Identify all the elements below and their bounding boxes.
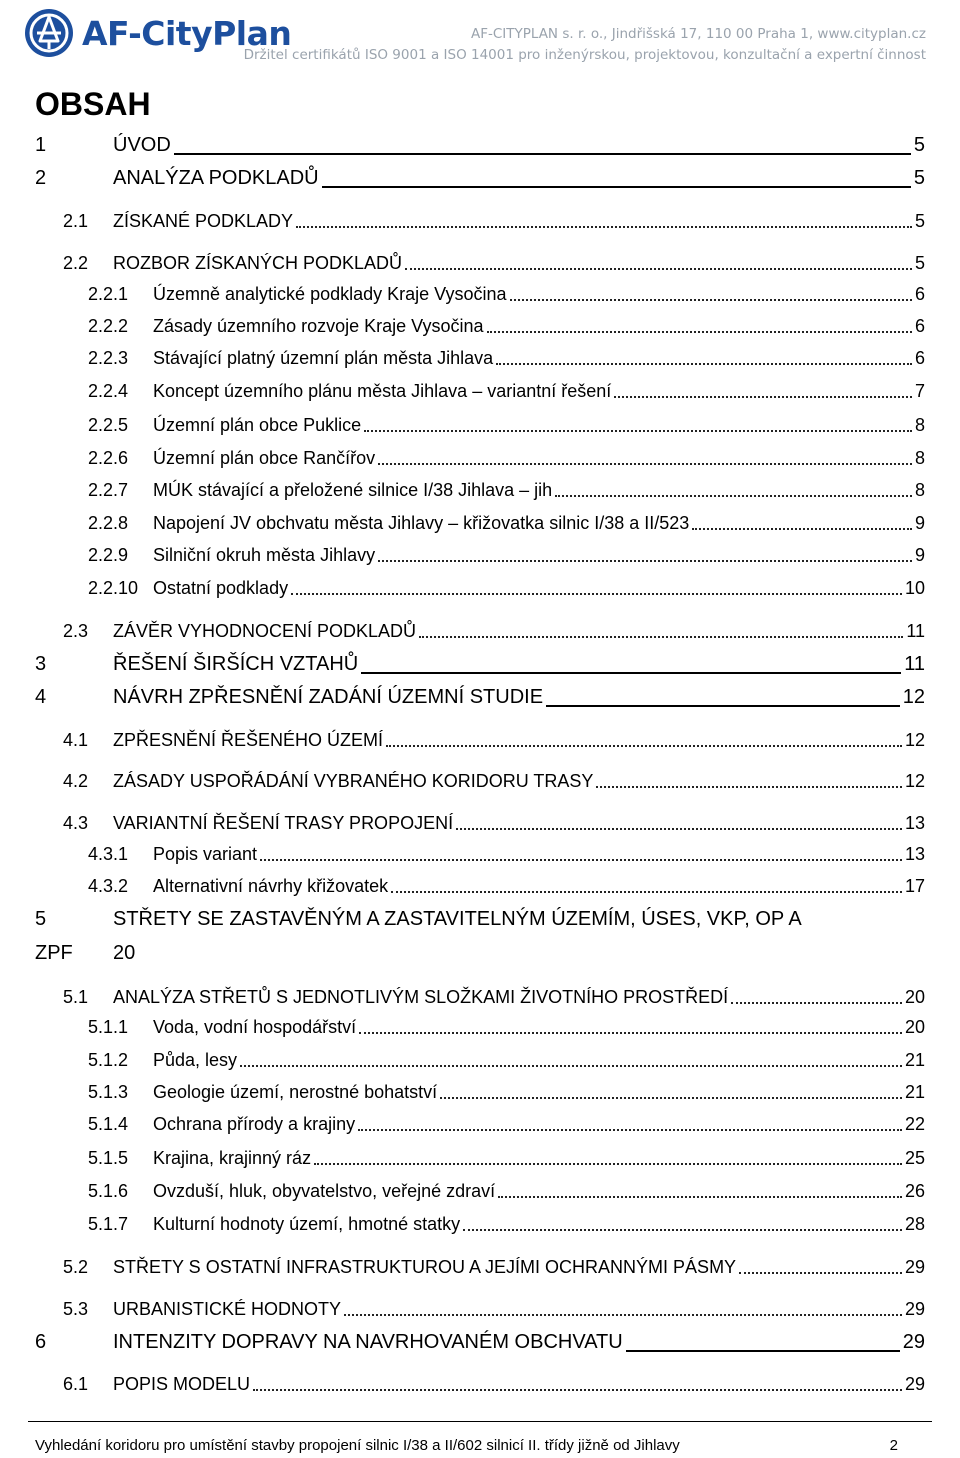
toc-leader [364, 411, 912, 432]
toc-leader [361, 650, 901, 674]
toc-entry-number: 5.3 [63, 1299, 89, 1319]
toc-entry-number: 5.2 [63, 1257, 89, 1277]
toc-entry-page: 29 [904, 1299, 925, 1319]
toc-entry-number: 5.1.2 [88, 1050, 129, 1070]
toc-entry-number: 2 [35, 167, 47, 189]
toc-entry-title: Alternativní návrhy křižovatek [153, 876, 389, 896]
toc-leader [386, 726, 902, 747]
toc-entry-page: 10 [904, 578, 925, 598]
toc-leader [405, 249, 912, 270]
toc-entry-page: 26 [904, 1181, 925, 1201]
toc-entry-number: 2.2 [63, 253, 89, 273]
toc-entry-title: URBANISTICKÉ HODNOTY [113, 1299, 342, 1319]
toc-entry-title: ZÍSKANÉ PODKLADY [113, 211, 294, 231]
toc-entry[interactable] [0, 840, 960, 868]
toc-entry-title: ANALÝZA PODKLADŮ [113, 167, 319, 189]
toc-entry[interactable] [0, 574, 960, 602]
toc-leader [614, 377, 912, 398]
toc-entry-page: 8 [914, 480, 925, 500]
toc-title: OBSAH [35, 86, 151, 122]
toc-entry[interactable] [0, 344, 960, 372]
af-cityplan-logo-icon [24, 8, 74, 58]
toc-entry[interactable] [0, 1144, 960, 1172]
toc-entry[interactable] [0, 509, 960, 537]
toc-entry-page: 21 [904, 1082, 925, 1102]
toc-leader [498, 1177, 902, 1198]
toc-entry-title: Kulturní hodnoty území, hmotné statky [153, 1214, 461, 1234]
toc-entry-title: Územní plán obce Rančířov [153, 448, 376, 468]
toc-entry-page: 13 [904, 813, 925, 833]
company-address: AF-CITYPLAN s. r. o., Jindřišská 17, 110 00 Praha 1, www.cityplan.cz [470, 26, 926, 42]
toc-entry-title: STŘETY S OSTATNÍ INFRASTRUKTUROU A JEJÍMI OCHRANNÝMI PÁSMY [113, 1257, 737, 1277]
toc-entry-number: 5.1 [63, 987, 89, 1007]
toc-leader [391, 872, 902, 893]
toc-entry-title: INTENZITY DOPRAVY NA NAVRHOVANÉM OBCHVATU [113, 1331, 623, 1353]
toc-entry[interactable] [0, 726, 960, 754]
toc-entry[interactable] [0, 683, 960, 711]
toc-leader [378, 444, 912, 465]
brand-name: AF-CityPlan [82, 13, 292, 53]
toc-leader [626, 1328, 900, 1352]
toc-entry-title: ZÁSADY USPOŘÁDÁNÍ VYBRANÉHO KORIDORU TRASY [113, 771, 594, 791]
toc-leader [344, 1295, 902, 1316]
toc-entry-page: 7 [914, 381, 925, 401]
toc-entry-title: Geologie území, nerostné bohatství [153, 1082, 438, 1102]
toc-entry-page: 20 [904, 987, 925, 1007]
toc-entry[interactable] [0, 872, 960, 900]
toc-entry-title: POPIS MODELU [113, 1374, 251, 1394]
company-info [244, 24, 926, 66]
toc-entry-page: 5 [913, 167, 925, 189]
toc-entry-number: 4.2 [63, 771, 89, 791]
toc-entry-page: 5 [914, 211, 925, 231]
toc-entry-page: 25 [904, 1148, 925, 1168]
toc-entry-number: 2.2.7 [88, 480, 129, 500]
toc-entry-title: ŘEŠENÍ ŠIRŠÍCH VZTAHŮ [113, 653, 359, 675]
toc-leader [291, 574, 902, 595]
toc-entry[interactable] [0, 444, 960, 472]
toc-entry[interactable] [0, 905, 960, 933]
toc-entry-title: Zásady územního rozvoje Kraje Vysočina [153, 316, 484, 336]
toc-entry-title: ANALÝZA STŘETŮ S JEDNOTLIVÝM SLOŽKAMI ŽIVOTNÍHO PROSTŘEDÍ [113, 987, 729, 1007]
footer-divider [28, 1421, 932, 1422]
toc-leader [596, 767, 902, 788]
toc-entry-title: Krajina, krajinný ráz [153, 1148, 312, 1168]
toc-leader [546, 683, 900, 707]
toc-entry[interactable] [0, 1253, 960, 1281]
toc-entry-page: 29 [904, 1257, 925, 1277]
toc-entry-number: 4.3 [63, 813, 89, 833]
toc-entry-page: 20 [113, 942, 136, 964]
toc-entry-page: 6 [914, 316, 925, 336]
toc-entry-title: Ochrana přírody a krajiny [153, 1114, 356, 1134]
toc-entry-number: 2.2.10 [88, 578, 139, 598]
toc-entry[interactable] [0, 280, 960, 308]
toc-entry-title: Napojení JV obchvatu města Jihlavy – křižovatka silnic I/38 a II/523 [153, 513, 690, 533]
toc-entry-number: 2.3 [63, 621, 89, 641]
toc-entry-page: 20 [904, 1017, 925, 1037]
toc-entry-page: 9 [914, 545, 925, 565]
toc-leader [359, 1013, 902, 1034]
toc-leader [322, 164, 911, 188]
toc-entry-number: 5 [35, 908, 47, 930]
toc-leader [739, 1253, 902, 1274]
toc-entry-number: 2.2.8 [88, 513, 129, 533]
toc-entry-page: 12 [904, 771, 925, 791]
toc-entry[interactable] [0, 312, 960, 340]
toc-entry-number: 6 [35, 1331, 47, 1353]
toc-entry-page: 12 [904, 730, 925, 750]
toc-entry-continuation-label: ZPF [35, 942, 73, 964]
toc-entry-page: 9 [914, 513, 925, 533]
toc-entry-title: STŘETY SE ZASTAVĚNÝM A ZASTAVITELNÝM ÚZEMÍM, ÚSES, VKP, OP A [113, 908, 802, 930]
toc-entry-title: Územní plán obce Puklice [153, 415, 362, 435]
toc-leader [510, 280, 912, 301]
toc-entry-page: 21 [904, 1050, 925, 1070]
toc-leader [456, 809, 902, 830]
toc-leader [174, 131, 911, 155]
toc-leader [463, 1210, 902, 1231]
toc-entry-number: 4.1 [63, 730, 89, 750]
toc-entry[interactable] [0, 476, 960, 504]
toc-entry-page: 6 [914, 348, 925, 368]
toc-entry-page: 11 [904, 653, 925, 675]
toc-entry-number: 2.2.2 [88, 316, 129, 336]
toc-entry-number: 2.2.5 [88, 415, 129, 435]
page-header [0, 0, 960, 80]
toc-entry[interactable] [0, 1295, 960, 1323]
toc-entry-title: Koncept územního plánu města Jihlava – variantní řešení [153, 381, 612, 401]
toc-entry-title: Silniční okruh města Jihlavy [153, 545, 376, 565]
toc-entry[interactable] [0, 541, 960, 569]
toc-entry[interactable] [0, 650, 960, 678]
toc-entry-page: 13 [904, 844, 925, 864]
company-certificates: Držitel certifikátů ISO 9001 a ISO 14001 pro inženýrskou, projektovou, konzultační a expertní činnost [243, 47, 926, 63]
toc-entry-number: 5.1.6 [88, 1181, 129, 1201]
toc-entry-title: Popis variant [153, 844, 258, 864]
toc-leader [260, 840, 902, 861]
toc-entry[interactable] [0, 207, 960, 235]
toc-entry[interactable] [0, 377, 960, 405]
toc-entry-page: 5 [913, 134, 925, 156]
toc-entry-number: 2.2.1 [88, 284, 129, 304]
toc-entry-continuation [0, 939, 960, 967]
toc-entry-page: 29 [902, 1331, 925, 1353]
toc-entry[interactable] [0, 1210, 960, 1238]
toc-entry-page: 29 [904, 1374, 925, 1394]
toc-entry-title: Územně analytické podklady Kraje Vysočina [153, 284, 507, 304]
toc-entry-title: Stávající platný územní plán města Jihlava [153, 348, 494, 368]
toc-entry[interactable] [0, 617, 960, 645]
toc-entry-number: 5.1.5 [88, 1148, 129, 1168]
toc-entry-number: 6.1 [63, 1374, 89, 1394]
toc-entry-page: 11 [906, 621, 925, 641]
toc-entry-number: 5.1.4 [88, 1114, 129, 1134]
toc-entry[interactable] [0, 1110, 960, 1138]
footer-text: Vyhledání koridoru pro umístění stavby propojení silnic I/38 a II/602 silnicí II. třídy jižně od Jihlavy [35, 1437, 680, 1454]
toc-entry[interactable] [0, 1370, 960, 1398]
toc-leader [240, 1046, 902, 1067]
toc-entry[interactable] [0, 1328, 960, 1356]
toc-entry-page: 5 [914, 253, 925, 273]
toc-entry-number: 4.3.1 [88, 844, 129, 864]
toc-entry[interactable] [0, 164, 960, 192]
toc-leader [314, 1144, 902, 1165]
toc-entry-number: 2.2.9 [88, 545, 129, 565]
toc-entry-page: 28 [904, 1214, 925, 1234]
toc-leader [692, 509, 912, 530]
toc-entry[interactable] [0, 1177, 960, 1205]
toc-leader [496, 344, 912, 365]
toc-entry-number: 3 [35, 653, 47, 675]
toc-entry[interactable] [0, 411, 960, 439]
toc-entry-number: 4 [35, 686, 47, 708]
toc-leader [555, 476, 912, 497]
toc-entry-title: ÚVOD [113, 134, 171, 156]
toc-entry-page: 22 [904, 1114, 925, 1134]
page-number: 2 [889, 1437, 898, 1454]
toc-entry-number: 2.2.4 [88, 381, 129, 401]
toc-entry[interactable] [0, 983, 960, 1011]
toc-entry-page: 17 [904, 876, 925, 896]
toc-leader [419, 617, 903, 638]
toc-entry-title: ROZBOR ZÍSKANÝCH PODKLADŮ [113, 253, 403, 273]
toc-entry-number: 5.1.3 [88, 1082, 129, 1102]
toc-entry-title: Ostatní podklady [153, 578, 289, 598]
toc-entry-page: 8 [914, 448, 925, 468]
toc-entry-title: VARIANTNÍ ŘEŠENÍ TRASY PROPOJENÍ [113, 813, 454, 833]
toc-entry-title: Voda, vodní hospodářství [153, 1017, 357, 1037]
toc-entry-title: Ovzduší, hluk, obyvatelstvo, veřejné zdraví [153, 1181, 496, 1201]
toc-entry-title: MÚK stávající a přeložené silnice I/38 Jihlava – jih [153, 480, 553, 500]
toc-entry-page: 8 [914, 415, 925, 435]
toc-entry-number: 2.2.6 [88, 448, 129, 468]
toc-entry-number: 4.3.2 [88, 876, 129, 896]
toc-leader [487, 312, 912, 333]
toc-entry-number: 5.1.7 [88, 1214, 129, 1234]
toc-entry[interactable] [0, 1078, 960, 1106]
toc-leader [440, 1078, 902, 1099]
toc-entry-title: NÁVRH ZPŘESNĚNÍ ZADÁNÍ ÚZEMNÍ STUDIE [113, 686, 544, 708]
toc-entry-number: 2.2.3 [88, 348, 129, 368]
toc-entry-title: ZÁVĚR VYHODNOCENÍ PODKLADŮ [113, 621, 417, 641]
toc-entry[interactable] [0, 131, 960, 159]
toc-entry[interactable] [0, 767, 960, 795]
toc-entry-number: 5.1.1 [88, 1017, 129, 1037]
toc-entry[interactable] [0, 1046, 960, 1074]
toc-entry-title: ZPŘESNĚNÍ ŘEŠENÉHO ÚZEMÍ [113, 730, 384, 750]
toc-leader [253, 1370, 902, 1391]
toc-leader [296, 207, 912, 228]
toc-entry[interactable] [0, 1013, 960, 1041]
toc-leader [358, 1110, 902, 1131]
toc-entry-page: 12 [902, 686, 925, 708]
toc-entry-page: 6 [914, 284, 925, 304]
toc-entry[interactable] [0, 249, 960, 277]
toc-entry[interactable] [0, 809, 960, 837]
toc-entry-number: 2.1 [63, 211, 89, 231]
toc-leader [378, 541, 912, 562]
toc-entry-number: 1 [35, 134, 47, 156]
toc-entry-title: Půda, lesy [153, 1050, 238, 1070]
toc-leader [731, 983, 902, 1004]
